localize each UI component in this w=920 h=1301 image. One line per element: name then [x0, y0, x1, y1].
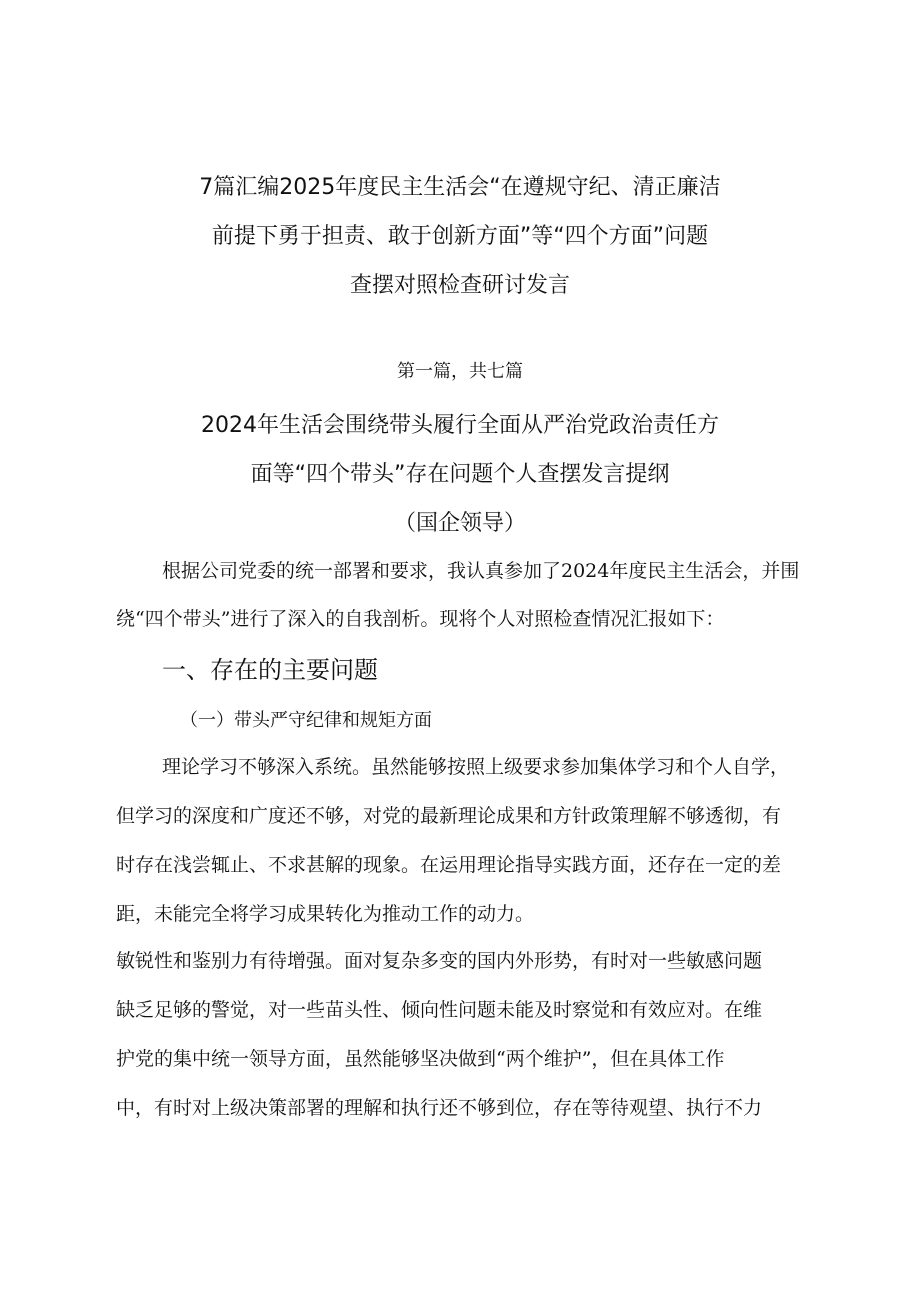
intro-line-2: 绕“四个带头”进行了深入的自我剖析。现将个人对照检查情况汇报如下： [116, 608, 725, 630]
article-title-line-1: 2024年生活会围绕带头履行全面从严治党政治责任方 [201, 413, 719, 438]
intro-line-1: 根据公司党委的统一部署和要求，我认真参加了2024年度民主生活会，并围 [162, 560, 800, 582]
article-title-line-2: 面等“四个带头”存在问题个人查摆发言提纲 [250, 462, 670, 487]
part-label: 第一篇，共七篇 [397, 361, 523, 382]
para2-line-1: 敏锐性和鉴别力有待增强。面对复杂多变的国内外形势，有时对一些敏感问题 [116, 950, 763, 972]
article-title-line-3: （国企领导） [393, 511, 526, 536]
para1-line-1: 理论学习不够深入系统。虽然能够按照上级要求参加集体学习和个人自学， [162, 756, 790, 778]
doc-title-line-3: 查摆对照检查研讨发言 [349, 273, 570, 298]
para2-line-2: 缺乏足够的警觉，对一些苗头性、倾向性问题未能及时察觉和有效应对。在维 [116, 999, 763, 1021]
para1-line-2: 但学习的深度和广度还不够，对党的最新理论成果和方针政策理解不够透彻，有 [116, 805, 782, 827]
doc-title-line-2: 前提下勇于担责、敢于创新方面”等“四个方面”问题 [211, 224, 709, 249]
doc-title-line-1: 7篇汇编2025年度民主生活会“在遵规守纪、清正廉洁 [199, 175, 721, 200]
para2-line-3: 护党的集中统一领导方面，虽然能够坚决做到“两个维护”，但在具体工作 [116, 1048, 725, 1070]
para2-line-4: 中，有时对上级决策部署的理解和执行还不够到位，存在等待观望、执行不力 [116, 1097, 763, 1119]
para1-line-4: 距，未能完全将学习成果转化为推动工作的动力。 [116, 903, 535, 925]
para1-line-3: 时存在浅尝辄止、不求甚解的现象。在运用理论指导实践方面，还存在一定的差 [116, 854, 782, 876]
section-subheading: （一）带头严守纪律和规矩方面 [180, 710, 432, 731]
section-heading: 一、存在的主要问题 [162, 656, 378, 684]
